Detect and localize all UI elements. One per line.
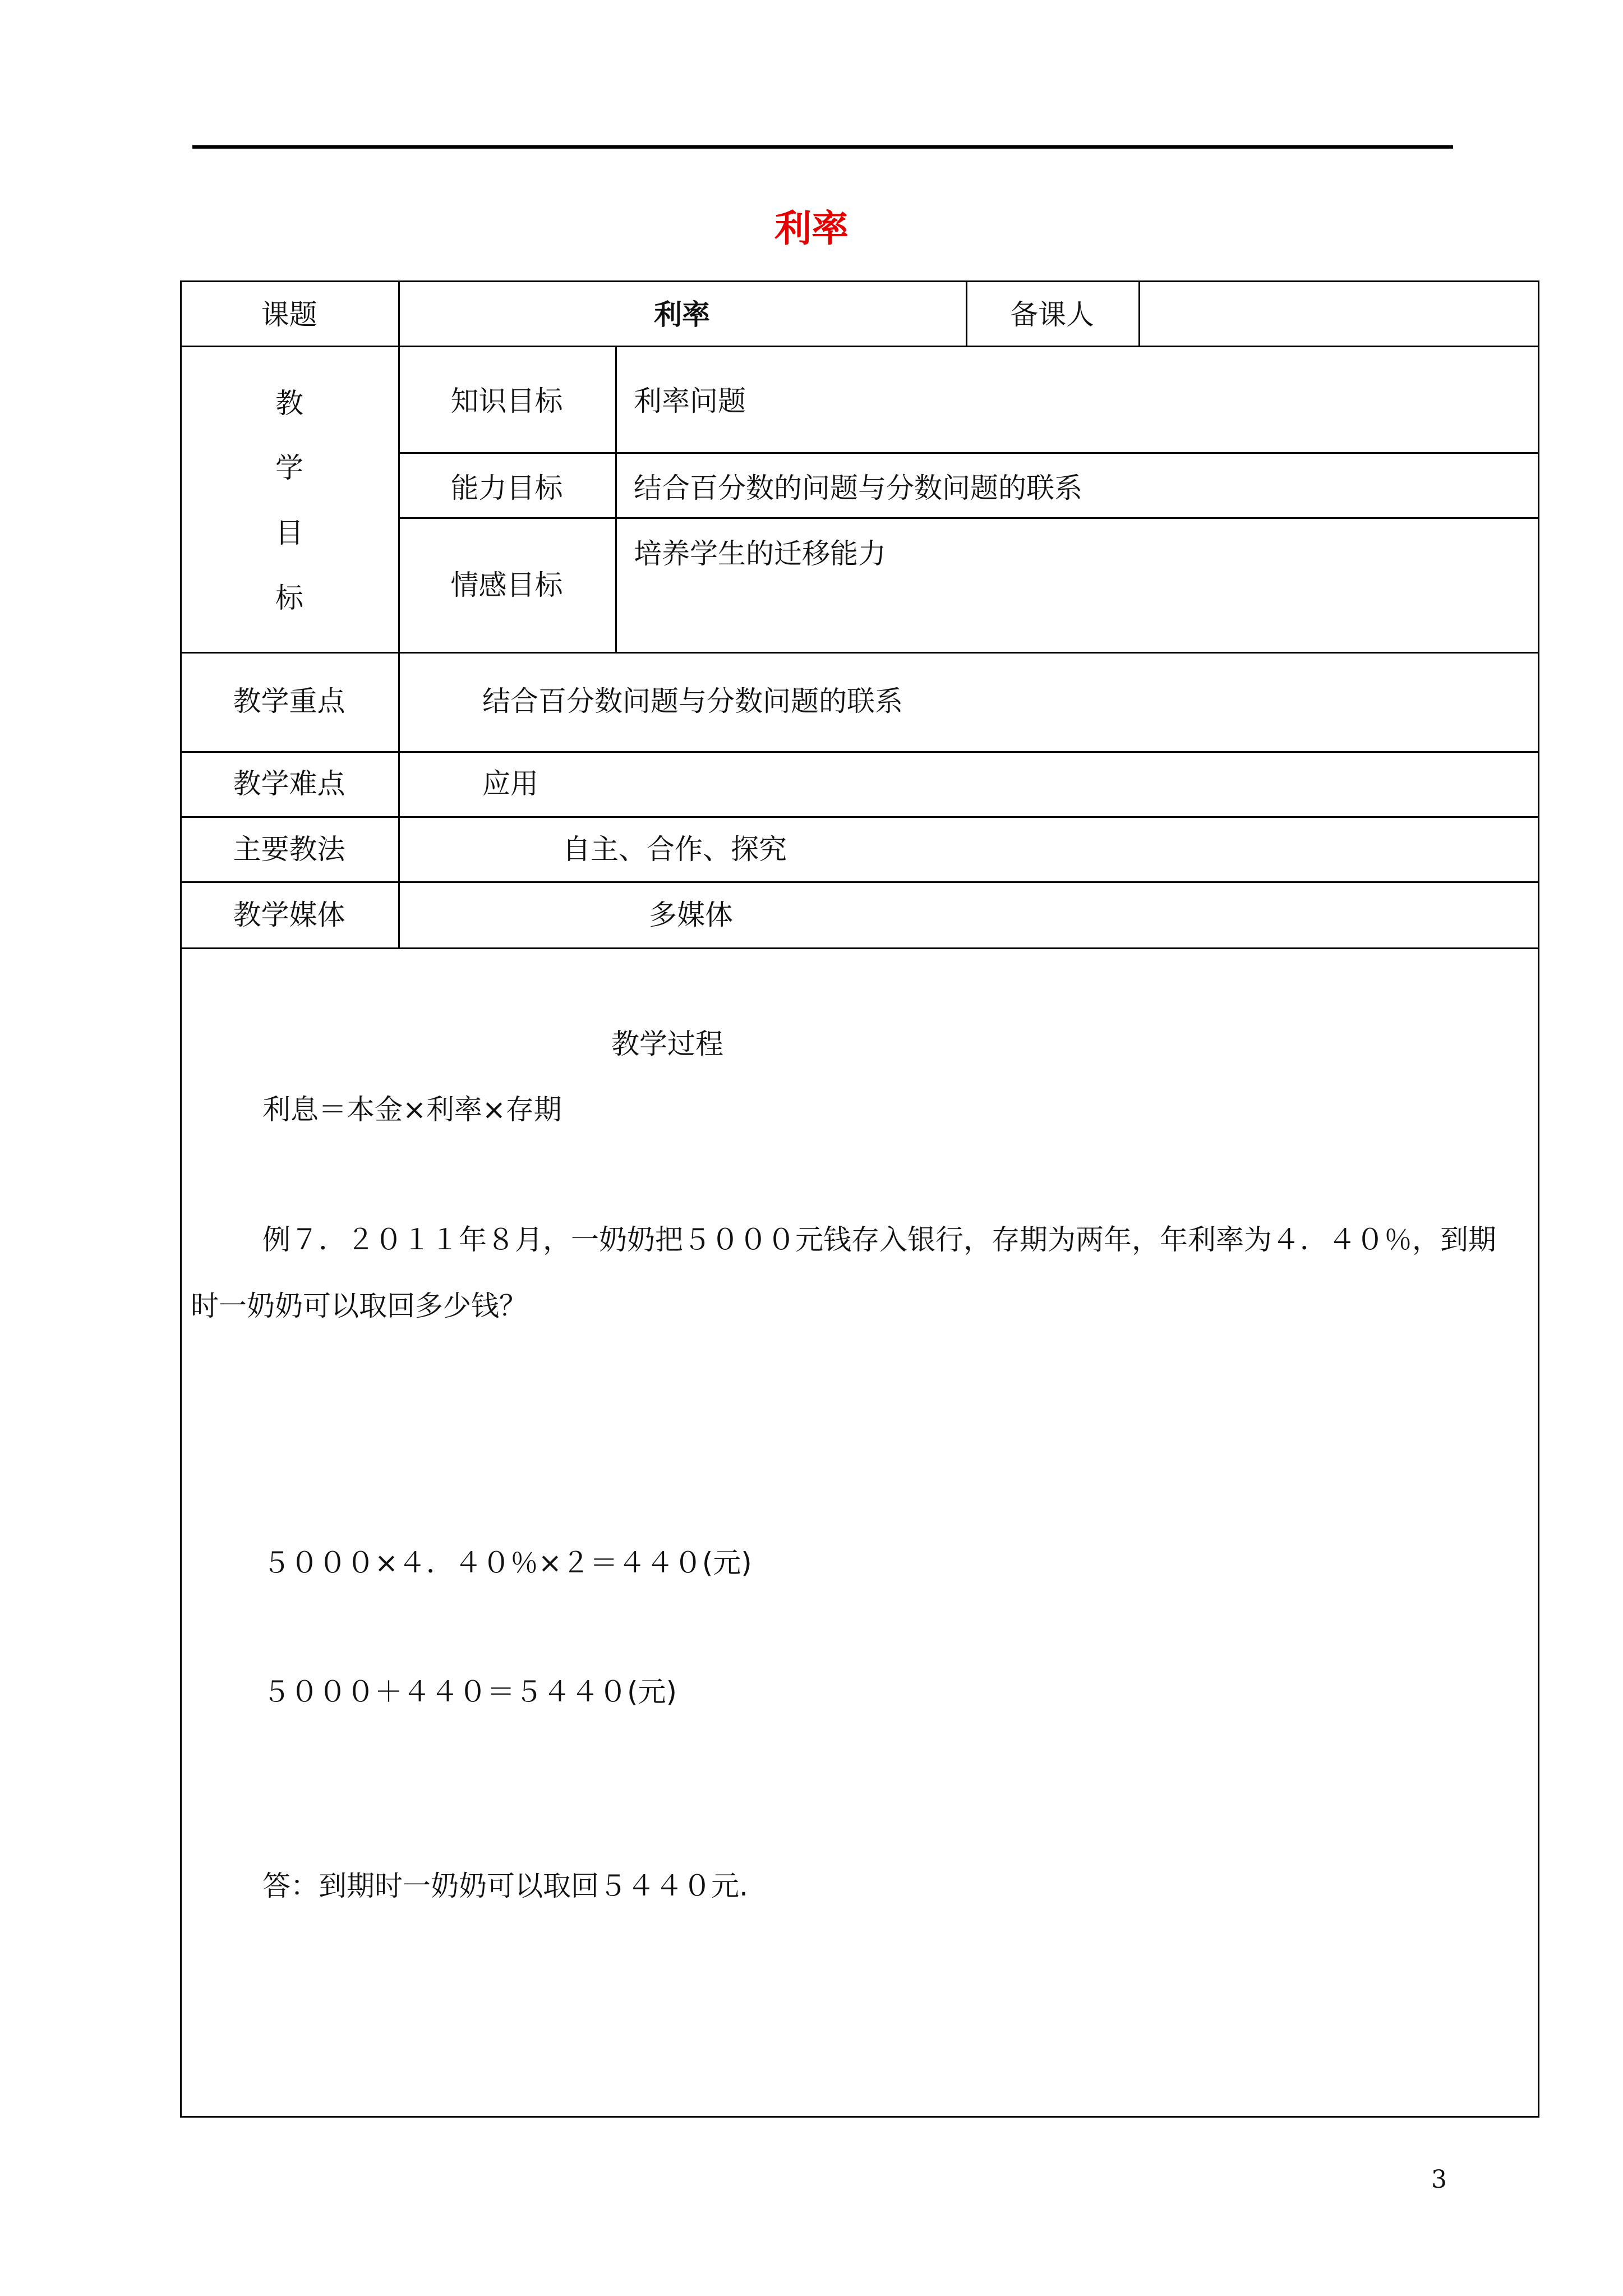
process-heading: 教学过程 — [611, 1028, 723, 1060]
row-divider — [180, 652, 1539, 654]
knowledge-objective-value: 利率问题 — [634, 385, 746, 417]
column-divider — [615, 346, 617, 652]
topic-label: 课题 — [261, 298, 317, 331]
emotion-objective-label: 情感目标 — [450, 569, 563, 601]
calculation-interest: ５０００×４．４０％×２＝４４０(元) — [262, 1547, 752, 1579]
row-divider — [180, 816, 1539, 818]
answer-text: 答：到期时一奶奶可以取回５４４０元. — [262, 1870, 748, 1902]
row-divider — [180, 881, 1539, 883]
header-rule — [192, 145, 1453, 149]
calculation-total: ５０００＋４４０＝５４４０(元) — [262, 1676, 677, 1708]
objectives-label-char: 教 — [275, 387, 303, 420]
row-divider — [398, 517, 1539, 519]
media-label: 教学媒体 — [233, 899, 345, 931]
objectives-label-char: 目 — [275, 517, 303, 549]
column-divider — [1138, 280, 1140, 346]
difficulty-label: 教学难点 — [233, 767, 345, 800]
column-divider — [398, 280, 400, 947]
page-number: 3 — [1431, 2165, 1447, 2194]
key-point-value: 结合百分数问题与分数问题的联系 — [482, 685, 903, 717]
document-title: 利率 — [774, 207, 849, 250]
row-divider — [398, 452, 1539, 454]
method-label: 主要教法 — [233, 833, 345, 866]
ability-objective-value: 结合百分数的问题与分数问题的联系 — [634, 472, 1082, 504]
objectives-label-char: 学 — [275, 452, 303, 484]
difficulty-value: 应用 — [482, 767, 538, 800]
example-problem: 例７．２０１１年８月，一奶奶把５０００元钱存入银行，存期为两年，年利率为４．４０％，到期时一奶奶可以取回多少钱？ — [191, 1223, 1496, 1322]
ability-objective-label: 能力目标 — [450, 472, 563, 504]
media-value: 多媒体 — [649, 899, 733, 931]
key-point-label: 教学重点 — [233, 685, 345, 717]
objectives-label-char: 标 — [275, 582, 303, 614]
row-divider — [180, 751, 1539, 753]
topic-value: 利率 — [654, 298, 710, 331]
preparer-label: 备课人 — [1010, 298, 1094, 331]
knowledge-objective-label: 知识目标 — [450, 385, 563, 417]
row-divider — [180, 346, 1539, 347]
emotion-objective-value: 培养学生的迁移能力 — [634, 537, 886, 570]
row-divider — [180, 947, 1539, 949]
method-value: 自主、合作、探究 — [562, 833, 787, 866]
interest-formula: 利息＝本金×利率×存期 — [262, 1093, 562, 1126]
